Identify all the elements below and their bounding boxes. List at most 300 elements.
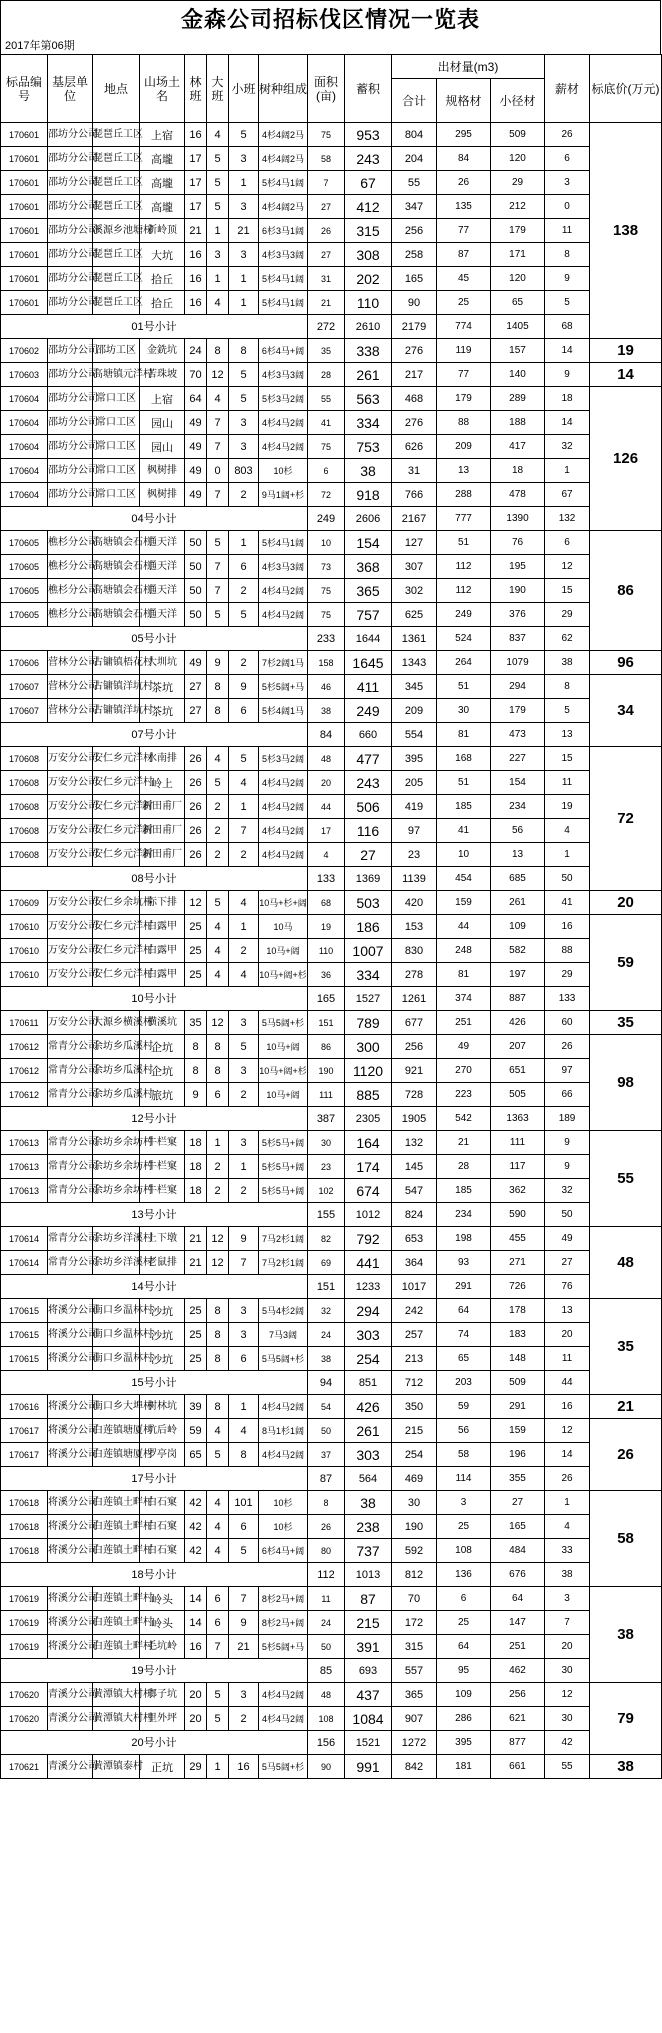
fuel-cell: 11 <box>545 1347 590 1371</box>
subtotal-label: 14号小计 <box>1 1275 308 1299</box>
total-cell: 1139 <box>392 867 437 891</box>
stock-cell: 154 <box>345 531 392 555</box>
composition-cell: 10马+阔 <box>259 939 308 963</box>
composition-cell: 5马5阔+杉 <box>259 1347 308 1371</box>
area-cell: 26 <box>308 1515 345 1539</box>
total-cell: 712 <box>392 1371 437 1395</box>
stock-cell: 506 <box>345 795 392 819</box>
place-cell: 琵琶丘工区 <box>93 147 140 171</box>
standard-cell: 454 <box>437 867 491 891</box>
composition-cell: 4杉4马2阔 <box>259 603 308 627</box>
area-cell: 28 <box>308 363 345 387</box>
header-stock: 蓄积 <box>345 55 392 123</box>
composition-cell: 5杉4阔1马 <box>259 699 308 723</box>
big-class-cell: 1 <box>207 1755 229 1779</box>
id-cell: 170601 <box>1 123 48 147</box>
forest-class-cell: 12 <box>185 891 207 915</box>
standard-cell: 87 <box>437 243 491 267</box>
unit-cell: 樵杉分公司 <box>48 555 93 579</box>
subtotal-label: 15号小计 <box>1 1371 308 1395</box>
big-class-cell: 2 <box>207 1179 229 1203</box>
standard-cell: 25 <box>437 1611 491 1635</box>
big-class-cell: 4 <box>207 1419 229 1443</box>
small-wood-cell: 256 <box>491 1683 545 1707</box>
unit-cell: 邵坊分公司 <box>48 219 93 243</box>
stock-cell: 334 <box>345 411 392 435</box>
id-cell: 170612 <box>1 1059 48 1083</box>
mountain-cell: 园山 <box>140 411 185 435</box>
big-class-cell: 6 <box>207 1611 229 1635</box>
composition-cell: 10杉 <box>259 459 308 483</box>
composition-cell: 10马+阔 <box>259 1083 308 1107</box>
id-cell: 170614 <box>1 1251 48 1275</box>
stock-cell: 1233 <box>345 1275 392 1299</box>
subtotal-row <box>1 867 662 891</box>
total-cell: 204 <box>392 147 437 171</box>
place-cell: 琵琶丘工区 <box>93 243 140 267</box>
mountain-cell: 牛栏窠 <box>140 1155 185 1179</box>
table-row <box>1 1611 662 1635</box>
mountain-cell: 沙坑 <box>140 1323 185 1347</box>
area-cell: 87 <box>308 1467 345 1491</box>
fuel-cell: 9 <box>545 267 590 291</box>
stock-cell: 186 <box>345 915 392 939</box>
unit-cell: 万安分公司 <box>48 915 93 939</box>
header-area: 面积(亩) <box>308 55 345 123</box>
area-cell: 36 <box>308 963 345 987</box>
table-row <box>1 123 662 147</box>
forest-class-cell: 50 <box>185 603 207 627</box>
stock-cell: 693 <box>345 1659 392 1683</box>
stock-cell: 164 <box>345 1131 392 1155</box>
standard-cell: 59 <box>437 1395 491 1419</box>
price-cell: 14 <box>590 363 662 387</box>
total-cell: 242 <box>392 1299 437 1323</box>
big-class-cell: 1 <box>207 1131 229 1155</box>
id-cell: 170615 <box>1 1323 48 1347</box>
standard-cell: 774 <box>437 315 491 339</box>
stock-cell: 368 <box>345 555 392 579</box>
composition-cell: 4杉4马2阔 <box>259 579 308 603</box>
mountain-cell: 大圳坑 <box>140 651 185 675</box>
small-wood-cell: 148 <box>491 1347 545 1371</box>
big-class-cell: 4 <box>207 939 229 963</box>
forest-class-cell: 18 <box>185 1155 207 1179</box>
mountain-cell: 茶坑 <box>140 675 185 699</box>
big-class-cell: 1 <box>207 267 229 291</box>
small-wood-cell: 207 <box>491 1035 545 1059</box>
standard-cell: 286 <box>437 1707 491 1731</box>
forest-class-cell: 16 <box>185 123 207 147</box>
id-cell: 170619 <box>1 1611 48 1635</box>
small-class-cell: 2 <box>229 579 259 603</box>
standard-cell: 395 <box>437 1731 491 1755</box>
small-wood-cell: 190 <box>491 579 545 603</box>
unit-cell: 将溪分公司 <box>48 1491 93 1515</box>
forest-class-cell: 26 <box>185 747 207 771</box>
header-fuel: 薪材 <box>545 55 590 123</box>
composition-cell: 10马+阔 <box>259 1035 308 1059</box>
standard-cell: 524 <box>437 627 491 651</box>
fuel-cell: 189 <box>545 1107 590 1131</box>
subtotal-row <box>1 507 662 531</box>
place-cell: 琵琶丘工区 <box>93 291 140 315</box>
small-class-cell: 9 <box>229 675 259 699</box>
big-class-cell: 5 <box>207 891 229 915</box>
big-class-cell: 7 <box>207 483 229 507</box>
stock-cell: 1644 <box>345 627 392 651</box>
subtotal-label: 10号小计 <box>1 987 308 1011</box>
standard-cell: 264 <box>437 651 491 675</box>
total-cell: 55 <box>392 171 437 195</box>
price-cell: 20 <box>590 891 662 915</box>
forest-class-cell: 65 <box>185 1443 207 1467</box>
unit-cell: 将溪分公司 <box>48 1419 93 1443</box>
standard-cell: 777 <box>437 507 491 531</box>
forest-class-cell: 64 <box>185 387 207 411</box>
small-wood-cell: 473 <box>491 723 545 747</box>
big-class-cell: 4 <box>207 1539 229 1563</box>
mountain-cell: 里外坪 <box>140 1707 185 1731</box>
id-cell: 170608 <box>1 819 48 843</box>
standard-cell: 3 <box>437 1491 491 1515</box>
standard-cell: 45 <box>437 267 491 291</box>
id-cell: 170619 <box>1 1635 48 1659</box>
area-cell: 54 <box>308 1395 345 1419</box>
forest-class-cell: 21 <box>185 1227 207 1251</box>
mountain-cell: 拾丘 <box>140 267 185 291</box>
stock-cell: 1013 <box>345 1563 392 1587</box>
header-id: 标品编号 <box>1 55 48 123</box>
forest-class-cell: 25 <box>185 963 207 987</box>
area-cell: 55 <box>308 387 345 411</box>
stock-cell: 38 <box>345 459 392 483</box>
standard-cell: 135 <box>437 195 491 219</box>
mountain-cell: 际下排 <box>140 891 185 915</box>
standard-cell: 51 <box>437 771 491 795</box>
area-cell: 233 <box>308 627 345 651</box>
small-wood-cell: 661 <box>491 1755 545 1779</box>
total-cell: 1017 <box>392 1275 437 1299</box>
unit-cell: 将溪分公司 <box>48 1323 93 1347</box>
standard-cell: 168 <box>437 747 491 771</box>
mountain-cell: 新田甫厂 <box>140 819 185 843</box>
place-cell: 白莲镇土畔村 <box>93 1515 140 1539</box>
place-cell: 大源乡横溪村 <box>93 1011 140 1035</box>
table-row <box>1 291 662 315</box>
stock-cell: 885 <box>345 1083 392 1107</box>
composition-cell: 7马2杉1阔 <box>259 1227 308 1251</box>
forest-class-cell: 42 <box>185 1515 207 1539</box>
forest-class-cell: 17 <box>185 147 207 171</box>
stock-cell: 792 <box>345 1227 392 1251</box>
big-class-cell: 5 <box>207 171 229 195</box>
table-row <box>1 795 662 819</box>
area-cell: 44 <box>308 795 345 819</box>
stock-cell: 110 <box>345 291 392 315</box>
composition-cell: 7马3阔 <box>259 1323 308 1347</box>
area-cell: 75 <box>308 579 345 603</box>
small-class-cell: 7 <box>229 1587 259 1611</box>
id-cell: 170603 <box>1 363 48 387</box>
big-class-cell: 5 <box>207 603 229 627</box>
total-cell: 728 <box>392 1083 437 1107</box>
unit-cell: 邵坊分公司 <box>48 243 93 267</box>
small-class-cell: 3 <box>229 243 259 267</box>
stock-cell: 303 <box>345 1443 392 1467</box>
mountain-cell: 新田甫厂 <box>140 795 185 819</box>
id-cell: 170613 <box>1 1155 48 1179</box>
place-cell: 高塘镇会石村 <box>93 603 140 627</box>
fuel-cell: 9 <box>545 1131 590 1155</box>
total-cell: 766 <box>392 483 437 507</box>
total-cell: 209 <box>392 699 437 723</box>
big-class-cell: 6 <box>207 1083 229 1107</box>
big-class-cell: 8 <box>207 1395 229 1419</box>
place-cell: 溪源乡池塘村 <box>93 219 140 243</box>
area-cell: 249 <box>308 507 345 531</box>
fuel-cell: 29 <box>545 603 590 627</box>
id-cell: 170615 <box>1 1347 48 1371</box>
big-class-cell: 8 <box>207 1035 229 1059</box>
big-class-cell: 5 <box>207 1443 229 1467</box>
forest-class-cell: 24 <box>185 339 207 363</box>
composition-cell: 9马1阔+杉 <box>259 483 308 507</box>
small-wood-cell: 64 <box>491 1587 545 1611</box>
small-class-cell: 3 <box>229 1011 259 1035</box>
small-class-cell: 6 <box>229 699 259 723</box>
subtotal-row <box>1 1371 662 1395</box>
small-wood-cell: 65 <box>491 291 545 315</box>
small-wood-cell: 685 <box>491 867 545 891</box>
id-cell: 170608 <box>1 795 48 819</box>
place-cell: 余坊乡瓜溪村 <box>93 1083 140 1107</box>
small-wood-cell: 120 <box>491 147 545 171</box>
place-cell: 安仁乡元洋村 <box>93 795 140 819</box>
place-cell: 安仁乡元洋村 <box>93 939 140 963</box>
small-wood-cell: 726 <box>491 1275 545 1299</box>
place-cell: 南口乡温林村 <box>93 1299 140 1323</box>
composition-cell: 5杉4马1阔 <box>259 291 308 315</box>
stock-cell: 1645 <box>345 651 392 675</box>
small-wood-cell: 651 <box>491 1059 545 1083</box>
forest-class-cell: 27 <box>185 699 207 723</box>
small-wood-cell: 140 <box>491 363 545 387</box>
standard-cell: 84 <box>437 147 491 171</box>
header-price: 标底价(万元) <box>590 55 662 123</box>
place-cell: 南口乡温林村 <box>93 1347 140 1371</box>
unit-cell: 樵杉分公司 <box>48 603 93 627</box>
table-row <box>1 1347 662 1371</box>
place-cell: 琵琶丘工区 <box>93 171 140 195</box>
fuel-cell: 60 <box>545 1011 590 1035</box>
total-cell: 554 <box>392 723 437 747</box>
stock-cell: 391 <box>345 1635 392 1659</box>
unit-cell: 邵坊分公司 <box>48 195 93 219</box>
fuel-cell: 55 <box>545 1755 590 1779</box>
unit-cell: 万安分公司 <box>48 891 93 915</box>
big-class-cell: 8 <box>207 675 229 699</box>
place-cell: 古镛镇洋坑村 <box>93 675 140 699</box>
composition-cell: 5杉5阔+马 <box>259 1635 308 1659</box>
standard-cell: 95 <box>437 1659 491 1683</box>
table-row <box>1 1251 662 1275</box>
composition-cell: 4杉4马2阔 <box>259 771 308 795</box>
forest-class-cell: 26 <box>185 843 207 867</box>
composition-cell: 4杉4马2阔 <box>259 843 308 867</box>
stock-cell: 1012 <box>345 1203 392 1227</box>
unit-cell: 万安分公司 <box>48 1011 93 1035</box>
table-row <box>1 1587 662 1611</box>
unit-cell: 邵坊分公司 <box>48 339 93 363</box>
unit-cell: 常青分公司 <box>48 1059 93 1083</box>
price-cell: 35 <box>590 1299 662 1395</box>
standard-cell: 159 <box>437 891 491 915</box>
table-row <box>1 603 662 627</box>
total-cell: 30 <box>392 1491 437 1515</box>
total-cell: 625 <box>392 603 437 627</box>
stock-cell: 243 <box>345 147 392 171</box>
forest-class-cell: 50 <box>185 579 207 603</box>
small-wood-cell: 1405 <box>491 315 545 339</box>
total-cell: 653 <box>392 1227 437 1251</box>
id-cell: 170601 <box>1 147 48 171</box>
standard-cell: 26 <box>437 171 491 195</box>
big-class-cell: 5 <box>207 1707 229 1731</box>
fuel-cell: 32 <box>545 1179 590 1203</box>
small-wood-cell: 484 <box>491 1539 545 1563</box>
forest-class-cell: 14 <box>185 1611 207 1635</box>
fuel-cell: 30 <box>545 1707 590 1731</box>
composition-cell: 5杉4马1阔 <box>259 171 308 195</box>
forest-class-cell: 16 <box>185 243 207 267</box>
area-cell: 19 <box>308 915 345 939</box>
fuel-cell: 1 <box>545 459 590 483</box>
small-wood-cell: 462 <box>491 1659 545 1683</box>
small-wood-cell: 509 <box>491 1371 545 1395</box>
subtotal-label: 17号小计 <box>1 1467 308 1491</box>
id-cell: 170608 <box>1 771 48 795</box>
total-cell: 127 <box>392 531 437 555</box>
stock-cell: 1521 <box>345 1731 392 1755</box>
standard-cell: 295 <box>437 123 491 147</box>
place-cell: 安仁乡元洋村 <box>93 843 140 867</box>
fuel-cell: 11 <box>545 219 590 243</box>
area-cell: 156 <box>308 1731 345 1755</box>
subtotal-label: 05号小计 <box>1 627 308 651</box>
forest-class-cell: 20 <box>185 1707 207 1731</box>
area-cell: 151 <box>308 1011 345 1035</box>
fuel-cell: 42 <box>545 1731 590 1755</box>
mountain-cell: 高壠 <box>140 171 185 195</box>
standard-cell: 64 <box>437 1635 491 1659</box>
total-cell: 557 <box>392 1659 437 1683</box>
standard-cell: 81 <box>437 723 491 747</box>
small-wood-cell: 195 <box>491 555 545 579</box>
subtotal-row <box>1 1467 662 1491</box>
small-class-cell: 3 <box>229 1683 259 1707</box>
small-class-cell: 8 <box>229 1443 259 1467</box>
unit-cell: 邵坊分公司 <box>48 123 93 147</box>
standard-cell: 65 <box>437 1347 491 1371</box>
forest-class-cell: 39 <box>185 1395 207 1419</box>
table-row <box>1 435 662 459</box>
fuel-cell: 132 <box>545 507 590 531</box>
unit-cell: 邵坊分公司 <box>48 267 93 291</box>
big-class-cell: 5 <box>207 147 229 171</box>
mountain-cell: 白露甲 <box>140 963 185 987</box>
id-cell: 170604 <box>1 387 48 411</box>
header-forest-class: 林班 <box>185 55 207 123</box>
subtotal-label: 04号小计 <box>1 507 308 531</box>
place-cell: 常口工区 <box>93 411 140 435</box>
table-row <box>1 1635 662 1659</box>
area-cell: 85 <box>308 1659 345 1683</box>
id-cell: 170612 <box>1 1083 48 1107</box>
fuel-cell: 20 <box>545 1635 590 1659</box>
fuel-cell: 0 <box>545 195 590 219</box>
unit-cell: 将溪分公司 <box>48 1587 93 1611</box>
forest-class-cell: 21 <box>185 1251 207 1275</box>
forest-class-cell: 25 <box>185 1323 207 1347</box>
id-cell: 170607 <box>1 699 48 723</box>
price-cell: 59 <box>590 915 662 1011</box>
subtotal-row <box>1 1731 662 1755</box>
standard-cell: 93 <box>437 1251 491 1275</box>
mountain-cell: 坑后岭 <box>140 1419 185 1443</box>
id-cell: 170604 <box>1 483 48 507</box>
place-cell: 古镛镇洋坑村 <box>93 699 140 723</box>
fuel-cell: 14 <box>545 339 590 363</box>
area-cell: 155 <box>308 1203 345 1227</box>
small-wood-cell: 227 <box>491 747 545 771</box>
fuel-cell: 12 <box>545 555 590 579</box>
stock-cell: 411 <box>345 675 392 699</box>
small-class-cell: 1 <box>229 795 259 819</box>
header-row <box>1 55 662 79</box>
small-wood-cell: 355 <box>491 1467 545 1491</box>
total-cell: 258 <box>392 243 437 267</box>
standard-cell: 6 <box>437 1587 491 1611</box>
stock-cell: 1120 <box>345 1059 392 1083</box>
forest-class-cell: 25 <box>185 915 207 939</box>
table-row <box>1 363 662 387</box>
big-class-cell: 7 <box>207 411 229 435</box>
small-wood-cell: 590 <box>491 1203 545 1227</box>
mountain-cell: 岭上 <box>140 771 185 795</box>
area-cell: 35 <box>308 339 345 363</box>
unit-cell: 将溪分公司 <box>48 1299 93 1323</box>
total-cell: 921 <box>392 1059 437 1083</box>
small-class-cell: 8 <box>229 339 259 363</box>
fuel-cell: 18 <box>545 387 590 411</box>
header-unit: 基层单位 <box>48 55 93 123</box>
fuel-cell: 1 <box>545 843 590 867</box>
small-wood-cell: 165 <box>491 1515 545 1539</box>
table-row <box>1 1515 662 1539</box>
area-cell: 133 <box>308 867 345 891</box>
total-cell: 217 <box>392 363 437 387</box>
standard-cell: 291 <box>437 1275 491 1299</box>
table-row <box>1 1227 662 1251</box>
stock-cell: 789 <box>345 1011 392 1035</box>
header-total: 合计 <box>392 79 437 123</box>
table-row <box>1 843 662 867</box>
table-row <box>1 1131 662 1155</box>
table-row <box>1 531 662 555</box>
small-wood-cell: 76 <box>491 531 545 555</box>
fuel-cell: 49 <box>545 1227 590 1251</box>
